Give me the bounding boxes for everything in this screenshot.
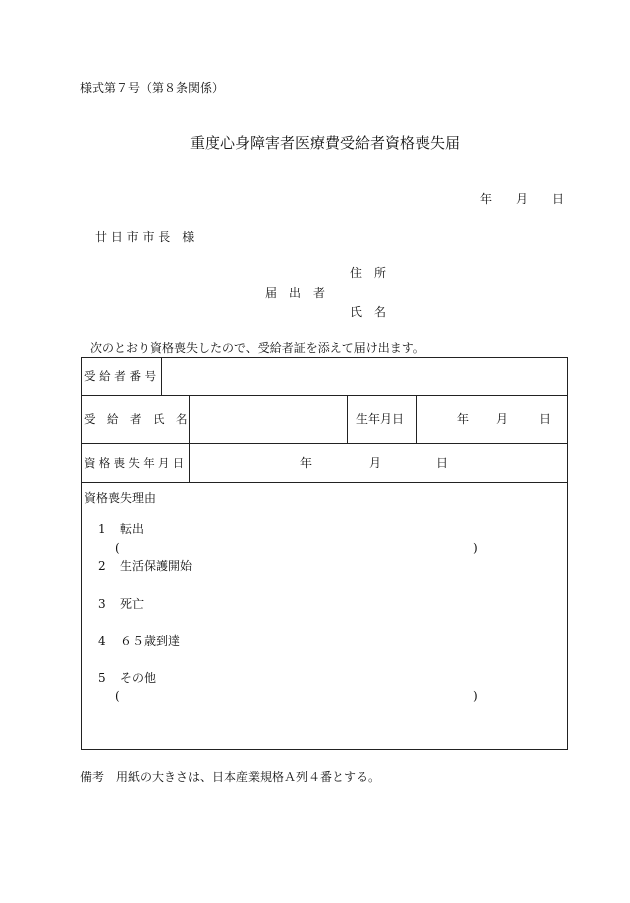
reason-number: 3 <box>98 597 106 611</box>
birthdate-label: 生年月日 <box>356 412 405 426</box>
birthdate-day-label: 日 <box>539 412 552 426</box>
recipient-number-label: 受 給 者 番 号 <box>84 369 157 383</box>
form-number: 様式第７号（第８条関係） <box>80 81 225 95</box>
reason-text: 死亡 <box>120 597 145 611</box>
reason-5-paren-open: ( <box>115 689 120 703</box>
statement: 次のとおり資格喪失したので、受給者証を添えて届け出ます。 <box>90 341 425 355</box>
row2-birthdate-divider <box>416 395 417 443</box>
row3-label-divider <box>189 443 190 482</box>
reason-text: その他 <box>120 671 157 685</box>
recipient-number-cell <box>162 358 566 395</box>
reason-text: 生活保護開始 <box>120 559 193 573</box>
addressee: 廿 日 市 市 長 様 <box>95 230 195 244</box>
date-month-label: 月 <box>516 192 529 206</box>
page-title: 重度心身障害者医療費受給者資格喪失届 <box>190 134 461 152</box>
reason-text: 転出 <box>120 522 145 536</box>
date-day-label: 日 <box>552 192 565 206</box>
reason-1-paren-open: ( <box>115 541 120 555</box>
loss-date-day-label: 日 <box>436 456 449 470</box>
row-divider-2 <box>81 443 567 444</box>
recipient-name-label: 受 給 者 氏 名 <box>84 412 188 426</box>
footer-note: 備考 用紙の大きさは、日本産業規格Ａ列４番とする。 <box>80 770 381 784</box>
birthdate-month-label: 月 <box>496 412 509 426</box>
reason-5-paren-close: ) <box>473 689 478 703</box>
reason-1-paren-close: ) <box>473 541 478 555</box>
reason-number: 5 <box>98 671 106 685</box>
address-label: 住 所 <box>350 266 387 280</box>
date-year-label: 年 <box>480 192 493 206</box>
reason-number: 1 <box>98 522 106 536</box>
birthdate-year-label: 年 <box>457 412 470 426</box>
recipient-name-cell <box>190 396 347 443</box>
reason-label: 資格喪失理由 <box>84 491 157 505</box>
row-divider-3 <box>81 482 567 483</box>
applicant-label: 届 出 者 <box>265 286 326 300</box>
reason-number: 4 <box>98 634 106 648</box>
reason-number: 2 <box>98 559 106 573</box>
loss-date-month-label: 月 <box>369 456 382 470</box>
reason-text: ６５歳到達 <box>120 634 181 648</box>
name-label: 氏 名 <box>350 305 387 319</box>
loss-date-year-label: 年 <box>300 456 313 470</box>
loss-date-label: 資格喪失年月日 <box>84 456 188 470</box>
row2-name-divider <box>347 395 348 443</box>
